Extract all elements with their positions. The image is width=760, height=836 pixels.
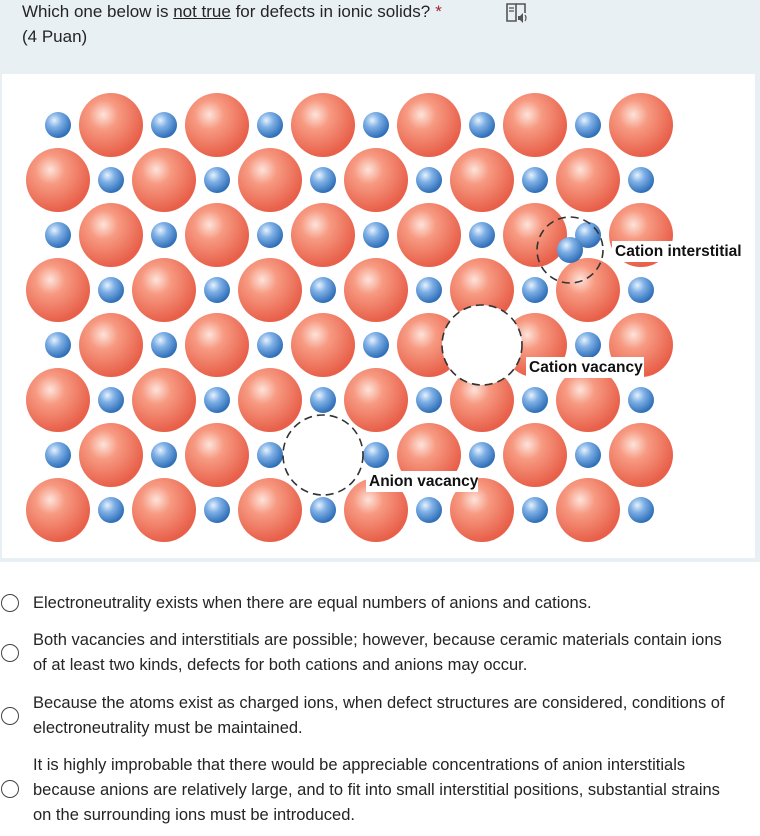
cation-ion bbox=[45, 442, 71, 468]
anion-ion bbox=[609, 423, 673, 487]
cation-ion bbox=[204, 277, 230, 303]
anion-ion bbox=[79, 423, 143, 487]
anion-ion bbox=[344, 368, 408, 432]
cation-ion bbox=[469, 442, 495, 468]
cation-ion bbox=[204, 497, 230, 523]
option-1-text: Electroneutrality exists when there are equal numbers of anions and cations. bbox=[33, 594, 592, 612]
cation-ion bbox=[522, 387, 548, 413]
anion-ion bbox=[132, 368, 196, 432]
cation-ion bbox=[98, 387, 124, 413]
option-2-text: Both vacancies and interstitials are possible; however, because ceramic materials contain ions of at least two kinds, defects for both cations and anions may occur. bbox=[33, 631, 722, 674]
anion-ion bbox=[450, 148, 514, 212]
cation-ion bbox=[310, 277, 336, 303]
cation-ion bbox=[310, 497, 336, 523]
anion-ion bbox=[79, 93, 143, 157]
cation-ion bbox=[151, 442, 177, 468]
cation-ion bbox=[257, 112, 283, 138]
anion-vacancy-label bbox=[366, 471, 479, 492]
cation-ion bbox=[257, 222, 283, 248]
cation-ion bbox=[363, 332, 389, 358]
question-emphasis: not true bbox=[173, 2, 231, 21]
anion-ion bbox=[397, 93, 461, 157]
anion-ion bbox=[397, 203, 461, 267]
option-3-text: Because the atoms exist as charged ions, when defect structures are considered, conditions of electroneutrality must be maintained. bbox=[33, 694, 725, 737]
option-4-radio[interactable] bbox=[1, 780, 19, 798]
cation-ion bbox=[522, 497, 548, 523]
svg-text:Anion vacancy: Anion vacancy bbox=[369, 473, 479, 490]
cation-vacancy-marker bbox=[442, 305, 522, 385]
question-points: (4 Puan) bbox=[22, 27, 88, 46]
anion-ion bbox=[26, 478, 90, 542]
required-marker: * bbox=[435, 2, 442, 21]
cation-ion bbox=[363, 112, 389, 138]
immersive-reader-icon[interactable] bbox=[505, 2, 529, 24]
anion-ion bbox=[238, 478, 302, 542]
cation-ion bbox=[416, 387, 442, 413]
cation-ion bbox=[45, 222, 71, 248]
cation-ion bbox=[310, 387, 336, 413]
cation-ion bbox=[45, 112, 71, 138]
anion-ion bbox=[503, 423, 567, 487]
anion-ion bbox=[238, 148, 302, 212]
anion-vacancy-marker bbox=[283, 415, 363, 495]
question-header bbox=[0, 0, 760, 74]
cation-ion bbox=[628, 497, 654, 523]
anion-ion bbox=[185, 93, 249, 157]
cation-ion bbox=[628, 167, 654, 193]
cation-ion bbox=[416, 167, 442, 193]
option-2-radio[interactable] bbox=[1, 644, 19, 662]
cation-ion bbox=[628, 277, 654, 303]
cation-ion bbox=[469, 112, 495, 138]
cation-vacancy-label bbox=[526, 357, 644, 378]
cation-ion bbox=[257, 442, 283, 468]
cation-ion bbox=[522, 277, 548, 303]
cation-ion bbox=[469, 222, 495, 248]
anion-ion bbox=[344, 148, 408, 212]
cation-ion bbox=[575, 332, 601, 358]
anion-ion bbox=[503, 93, 567, 157]
anion-ion bbox=[503, 203, 567, 267]
anion-ion bbox=[26, 258, 90, 322]
option-1-radio[interactable] bbox=[1, 594, 19, 612]
anion-ion bbox=[79, 203, 143, 267]
question-prefix: Which one below is bbox=[22, 2, 174, 21]
anion-ion bbox=[26, 368, 90, 432]
anion-ion bbox=[185, 203, 249, 267]
defects-figure bbox=[2, 74, 755, 558]
cation-ion bbox=[416, 497, 442, 523]
cation-ion bbox=[257, 332, 283, 358]
option-4-text: It is highly improbable that there would be appreciable concentrations of anion interstitials because anions are relatively large, and to fit into small interstitial positions, substantial strains on the surrounding ions must be introduced. bbox=[33, 756, 720, 824]
anion-ion bbox=[185, 423, 249, 487]
svg-text:Cation interstitial: Cation interstitial bbox=[615, 243, 742, 260]
cation-ion bbox=[98, 167, 124, 193]
cation-ion bbox=[151, 222, 177, 248]
cation-ion bbox=[363, 222, 389, 248]
anion-ion bbox=[291, 203, 355, 267]
anion-ion bbox=[79, 313, 143, 377]
cation-ion bbox=[310, 167, 336, 193]
anion-ion bbox=[609, 93, 673, 157]
svg-text:Cation vacancy: Cation vacancy bbox=[529, 359, 643, 376]
cation-ion bbox=[151, 112, 177, 138]
question-title bbox=[22, 1, 442, 23]
interstitial-cation-ion bbox=[557, 237, 583, 263]
cation-ion bbox=[204, 167, 230, 193]
anion-ion bbox=[238, 368, 302, 432]
cation-ion bbox=[45, 332, 71, 358]
cation-ion bbox=[363, 442, 389, 468]
cation-ion bbox=[522, 167, 548, 193]
cation-ion bbox=[151, 332, 177, 358]
option-3-radio[interactable] bbox=[1, 707, 19, 725]
cation-ion bbox=[416, 277, 442, 303]
cation-ion bbox=[628, 387, 654, 413]
anion-ion bbox=[344, 258, 408, 322]
anion-ion bbox=[132, 478, 196, 542]
anion-ion bbox=[132, 258, 196, 322]
cation-ion bbox=[98, 497, 124, 523]
cation-interstitial-label bbox=[612, 241, 752, 262]
anion-ion bbox=[26, 148, 90, 212]
anion-ion bbox=[556, 478, 620, 542]
anion-ion bbox=[132, 148, 196, 212]
anion-ion bbox=[556, 148, 620, 212]
cation-ion bbox=[575, 112, 601, 138]
cation-ion bbox=[204, 387, 230, 413]
anion-ion bbox=[185, 313, 249, 377]
ionic-lattice-diagram bbox=[2, 74, 755, 558]
anion-ion bbox=[556, 258, 620, 322]
anion-ion bbox=[291, 313, 355, 377]
anion-ion bbox=[238, 258, 302, 322]
cation-ion bbox=[575, 442, 601, 468]
question-suffix: for defects in ionic solids? bbox=[230, 2, 431, 21]
cation-ion bbox=[98, 277, 124, 303]
anion-ion bbox=[291, 93, 355, 157]
